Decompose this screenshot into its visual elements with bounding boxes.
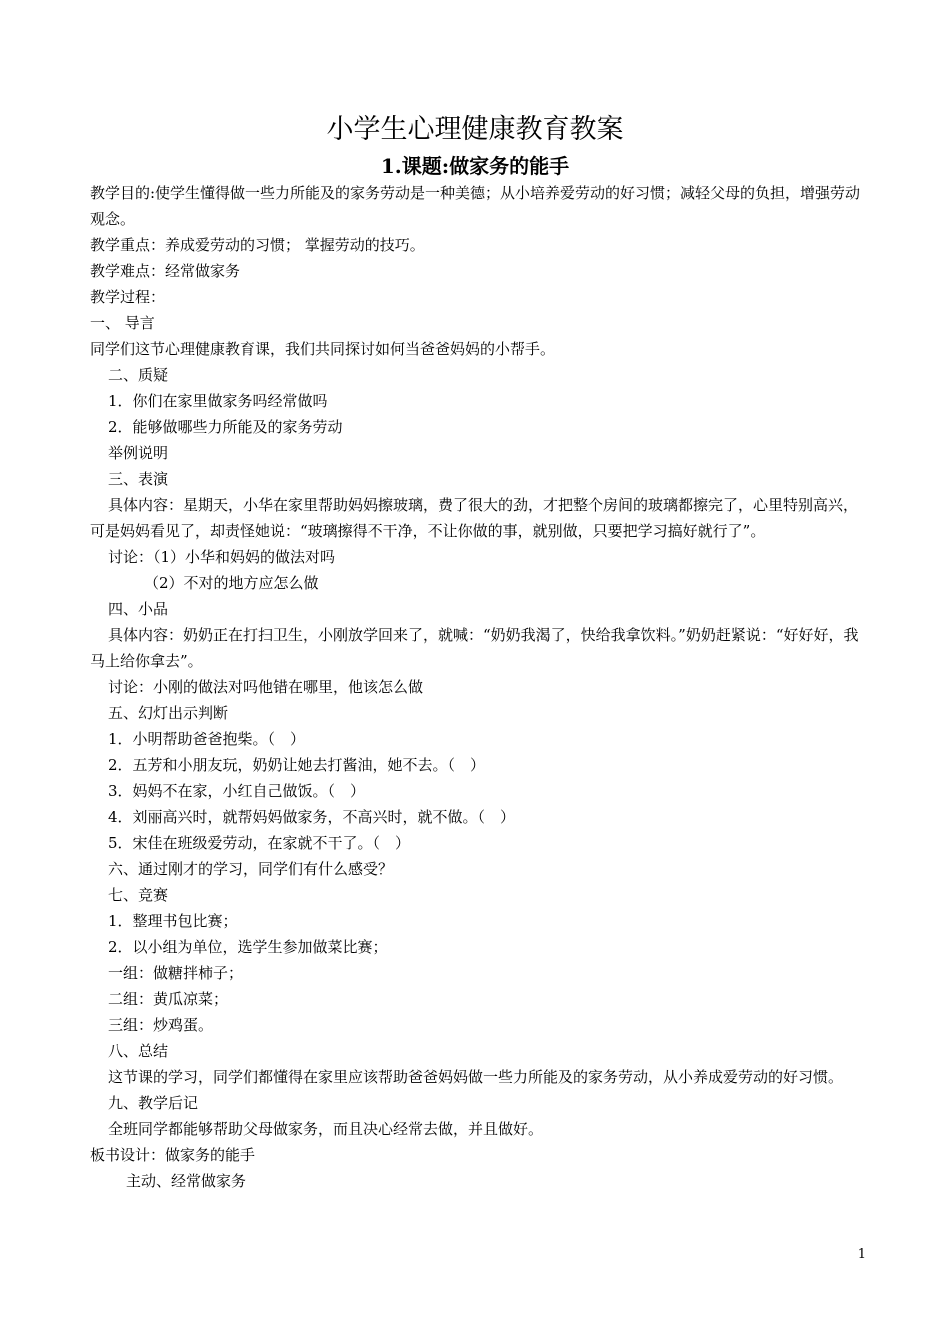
list-item: 4．刘丽高兴时，就帮妈妈做家务，不高兴时，就不做。（ ） (108, 808, 516, 826)
paragraph: 同学们这节心理健康教育课，我们共同探讨如何当爸爸妈妈的小帮手。 (90, 340, 556, 358)
list-item: 3．妈妈不在家，小红自己做饭。（ ） (108, 782, 366, 800)
document-title: 小学生心理健康教育教案 (326, 114, 624, 145)
teaching-difficulty: 教学难点：经常做家务 (90, 262, 241, 280)
paragraph: 具体内容：星期天，小华在家里帮助妈妈擦玻璃，费了很大的劲，才把整个房间的玻璃都擦完了，心里特别高兴，可是妈妈看见了，却责怪她说：“玻璃擦得不干净，不让你做的事，就别做，只要把学习搞好就行了”。 (90, 496, 859, 540)
board-design: 板书设计：做家务的能手 (90, 1146, 256, 1164)
section-heading: 六、通过刚才的学习，同学们有什么感受？ (108, 860, 394, 878)
teaching-goal: 教学目的:使学生懂得做一些力所能及的家务劳动是一种美德；从小培养爱劳动的好习惯；减轻父母的负担，增强劳动观念。 (90, 184, 861, 228)
discussion-line: 讨论：（1）小华和妈妈的做法对吗 (108, 548, 336, 566)
paragraph: 举例说明 (108, 444, 169, 462)
board-design-item: 主动、经常做家务 (126, 1172, 247, 1190)
section-heading: 五、幻灯出示判断 (108, 704, 229, 722)
section-heading: 一、 导言 (90, 314, 155, 332)
section-heading: 八、总结 (108, 1042, 169, 1060)
list-item: 5．宋佳在班级爱劳动，在家就不干了。（ ） (108, 834, 411, 852)
list-item: 1．整理书包比赛； (108, 912, 238, 930)
list-item: 1．小明帮助爸爸抱柴。（ ） (108, 730, 306, 748)
section-heading: 九、教学后记 (108, 1094, 199, 1112)
discussion-line: （2）不对的地方应怎么做 (144, 574, 319, 592)
section-heading: 三、表演 (108, 470, 169, 488)
paragraph: 这节课的学习，同学们都懂得在家里应该帮助爸爸妈妈做一些力所能及的家务劳动，从小养成爱劳动的好习惯。 (108, 1068, 844, 1086)
paragraph: 全班同学都能够帮助父母做家务，而且决心经常去做，并且做好。 (108, 1120, 544, 1138)
list-item: 2．五芳和小朋友玩，奶奶让她去打酱油，她不去。（ ） (108, 756, 486, 774)
document-body (90, 180, 862, 1194)
list-item: 2．以小组为单位，选学生参加做菜比赛； (108, 938, 388, 956)
discussion-line: 讨论：小刚的做法对吗他错在哪里，他该怎么做 (108, 678, 424, 696)
list-item: 2．能够做哪些力所能及的家务劳动 (108, 418, 343, 436)
list-item: 三组：炒鸡蛋。 (108, 1016, 214, 1034)
list-item: 一组：做糖拌柿子； (108, 964, 244, 982)
section-heading: 七、竞赛 (108, 886, 169, 904)
list-item: 二组：黄瓜凉菜； (108, 990, 229, 1008)
lesson-subtitle: 1.课题:做家务的能手 (380, 154, 570, 178)
list-item: 1．你们在家里做家务吗经常做吗 (108, 392, 328, 410)
section-heading: 二、质疑 (108, 366, 169, 384)
page-number: 1 (857, 1247, 866, 1262)
section-heading: 四、小品 (108, 600, 169, 618)
teaching-process: 教学过程： (90, 288, 166, 306)
paragraph: 具体内容：奶奶正在打扫卫生，小刚放学回来了，就喊：“奶奶我渴了，快给我拿饮料。”奶奶赶紧说：“好好好，我马上给你拿去”。 (90, 626, 859, 670)
teaching-focus: 教学重点：养成爱劳动的习惯； 掌握劳动的技巧。 (90, 236, 425, 254)
